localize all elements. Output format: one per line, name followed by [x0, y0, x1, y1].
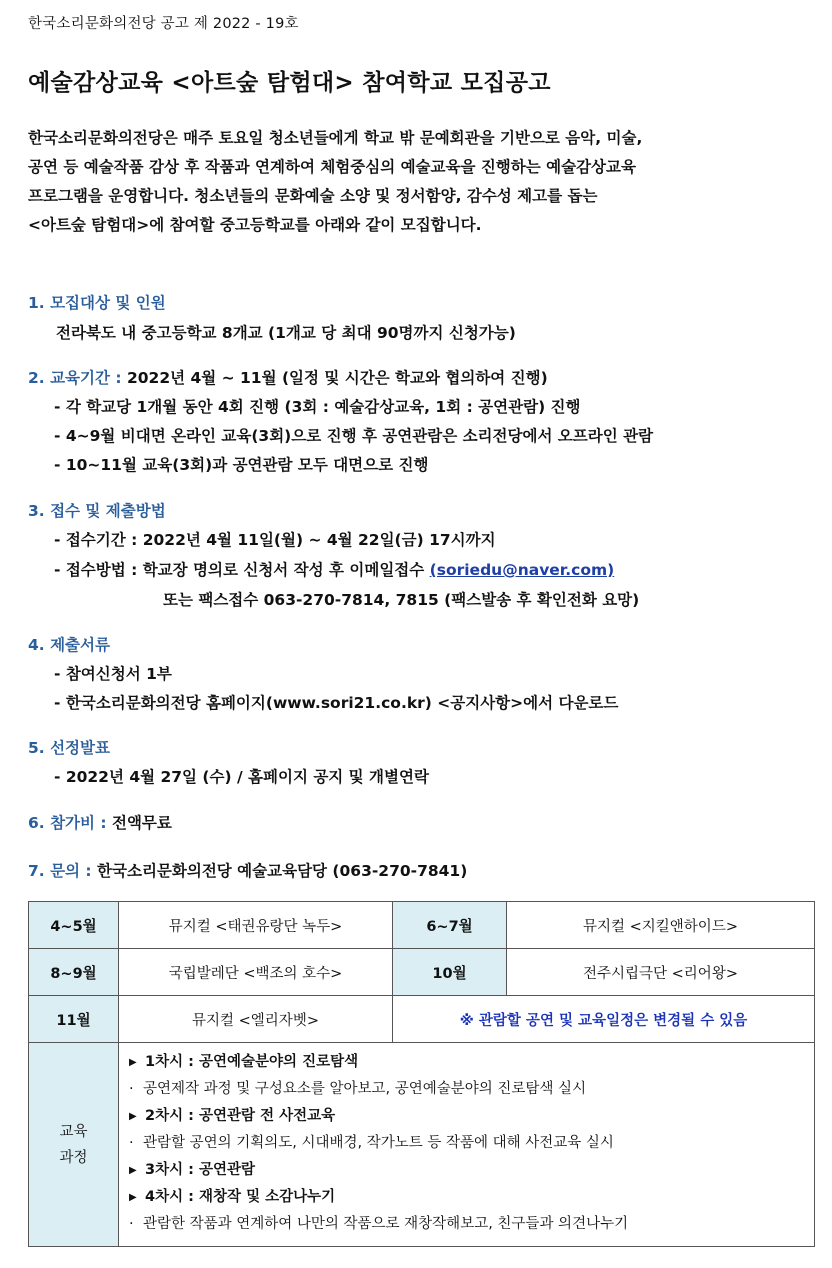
session-desc: 관람한 작품과 연계하여 나만의 작품으로 재창작해보고, 친구들과 의견나누기 — [143, 1216, 629, 1232]
middle-dot-icon: · — [129, 1135, 134, 1151]
intro-line: <아트숲 탐험대>에 참여할 중고등학교를 아래와 같이 모집합니다. — [28, 216, 482, 234]
session-4 — [129, 1184, 814, 1211]
month-cell: 10월 — [393, 949, 507, 996]
performance-cell: 뮤지컬 <태권유랑단 녹두> — [119, 902, 393, 949]
triangle-bullet-icon: ▶ — [129, 1057, 137, 1068]
section-5-heading — [28, 736, 110, 758]
table-row — [29, 1043, 815, 1247]
section-1-heading — [28, 291, 166, 313]
middle-dot-icon: · — [129, 1081, 134, 1097]
table-row — [29, 902, 815, 949]
session-desc: 공연제작 과정 및 구성요소를 알아보고, 공연예술분야의 진로탐색 실시 — [143, 1081, 587, 1097]
month-cell: 11월 — [29, 996, 119, 1043]
triangle-bullet-icon: ▶ — [129, 1165, 137, 1176]
education-course-label — [29, 1043, 119, 1247]
performance-cell: 뮤지컬 <지킬앤하이드> — [507, 902, 815, 949]
section-7-title: 7. 문의 : — [28, 862, 92, 880]
section-4-heading — [28, 633, 110, 655]
application-period: - 접수기간 : 2022년 4월 11일(월) ~ 4월 22일(금) 17시까지 — [54, 531, 496, 549]
section-2-item: - 4~9월 비대면 온라인 교육(3회)으로 진행 후 공연관람은 소리전당에서 오프라인 관람 — [54, 427, 654, 445]
intro-paragraph — [28, 124, 808, 240]
section-6-heading — [28, 811, 172, 833]
session-title: 4차시 : 재창작 및 소감나누기 — [145, 1189, 336, 1205]
curriculum-cell — [119, 1043, 815, 1247]
middle-dot-icon: · — [129, 1216, 134, 1232]
section-7-body: 한국소리문화의전당 예술교육담당 (063-270-7841) — [91, 862, 468, 880]
section-6-title: 6. 참가비 : — [28, 814, 107, 832]
table-row — [29, 996, 815, 1043]
session-3 — [129, 1157, 814, 1184]
session-title: 2차시 : 공연관람 전 사전교육 — [145, 1108, 336, 1124]
section-3-heading — [28, 499, 166, 521]
notice-number: 한국소리문화의전당 공고 제 2022 - 19호 — [28, 16, 299, 32]
triangle-bullet-icon: ▶ — [129, 1192, 137, 1203]
section-2-item: - 10~11월 교육(3회)과 공연관람 모두 대면으로 진행 — [54, 456, 429, 474]
fax-application: 또는 팩스접수 063-270-7814, 7815 (팩스발송 후 확인전화 요망) — [163, 591, 640, 609]
intro-line: 프로그램을 운영합니다. 청소년들의 문화예술 소양 및 정서함양, 감수성 제고를 돕는 — [28, 187, 598, 205]
performance-cell: 전주시립극단 <리어왕> — [507, 949, 815, 996]
month-cell: 4~5월 — [29, 902, 119, 949]
table-row — [29, 949, 815, 996]
session-4-desc — [129, 1211, 814, 1238]
page-title: 예술감상교육 <아트숲 탐험대> 참여학교 모집공고 — [28, 70, 551, 96]
session-title: 3차시 : 공연관람 — [145, 1162, 256, 1178]
section-2-item: - 각 학교당 1개월 동안 4회 진행 (3회 : 예술감상교육, 1회 : 공연관람) 진행 — [54, 398, 581, 416]
application-method — [54, 558, 614, 580]
intro-line: 공연 등 예술작품 감상 후 작품과 연계하여 체험중심의 예술교육을 진행하는 예술감상교육 — [28, 158, 636, 176]
session-2-desc — [129, 1130, 814, 1157]
section-5-body: - 2022년 4월 27일 (수) / 홈페이지 공지 및 개별연락 — [54, 768, 429, 786]
section-3-title: 3. 접수 및 제출방법 — [28, 502, 166, 520]
intro-line: 한국소리문화의전당은 매주 토요일 청소년들에게 학교 밖 문예회관을 기반으로 음악, 미술, — [28, 129, 643, 147]
session-1 — [129, 1049, 814, 1076]
performance-cell: 국립발레단 <백조의 호수> — [119, 949, 393, 996]
session-title: 1차시 : 공연예술분야의 진로탐색 — [145, 1054, 359, 1070]
triangle-bullet-icon: ▶ — [129, 1111, 137, 1122]
edu-label-line: 교육 — [59, 1123, 88, 1140]
month-cell: 8~9월 — [29, 949, 119, 996]
email-link[interactable]: (soriedu@naver.com) — [429, 561, 615, 579]
section-4-item: - 한국소리문화의전당 홈페이지(www.sori21.co.kr) <공지사항>에서 다운로드 — [54, 694, 619, 712]
section-4-item: - 참여신청서 1부 — [54, 665, 172, 683]
section-1-body: 전라북도 내 중고등학교 8개교 (1개교 당 최대 90명까지 신청가능) — [56, 324, 516, 342]
section-6-body: 전액무료 — [106, 814, 172, 832]
session-desc: 관람할 공연의 기획의도, 시대배경, 작가노트 등 작품에 대해 사전교육 실시 — [143, 1135, 614, 1151]
section-7-heading — [28, 859, 467, 881]
month-cell: 6~7월 — [393, 902, 507, 949]
session-1-desc — [129, 1076, 814, 1103]
section-2-heading — [28, 366, 548, 388]
application-method-text: - 접수방법 : 학교장 명의로 신청서 작성 후 이메일접수 — [54, 561, 430, 579]
edu-label-line: 과정 — [59, 1149, 88, 1166]
schedule-table — [28, 901, 815, 1247]
section-5-title: 5. 선정발표 — [28, 739, 110, 757]
section-2-title: 2. 교육기간 : — [28, 369, 122, 387]
schedule-change-note: ※ 관람할 공연 및 교육일정은 변경될 수 있음 — [393, 996, 815, 1043]
session-2 — [129, 1103, 814, 1130]
section-4-title: 4. 제출서류 — [28, 636, 110, 654]
section-2-period: 2022년 4월 ~ 11월 (일정 및 시간은 학교와 협의하여 진행) — [121, 369, 548, 387]
performance-cell: 뮤지컬 <엘리자벳> — [119, 996, 393, 1043]
section-1-title: 1. 모집대상 및 인원 — [28, 294, 166, 312]
